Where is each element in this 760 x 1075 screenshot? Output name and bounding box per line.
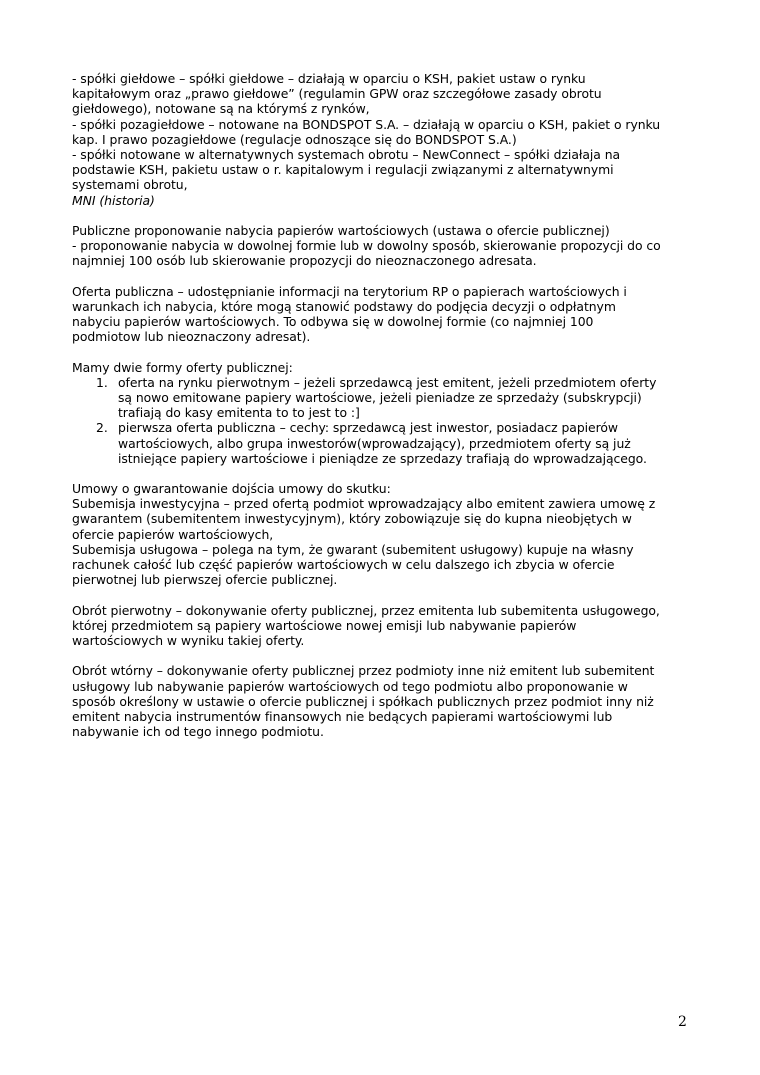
text-line: kap. I prawo pozagiełdowe (regulacje odnoszące się do BONDSPOT S.A.) — [72, 131, 517, 147]
text-line: systemami obrotu, — [72, 177, 188, 193]
text-line: Publiczne proponowanie nabycia papierów wartościowych (ustawa o ofercie publicznej) — [72, 222, 610, 238]
text-line: są nowo emitowane papiery wartościowe, jeżeli pieniadze ze sprzedaży (subskrypcji) — [118, 389, 642, 405]
text-line: - spółki pozagiełdowe – notowane na BONDSPOT S.A. – działają w oparciu o KSH, pakiet o rynku — [72, 116, 661, 132]
text-line: usługowy lub nabywanie papierów wartościowych od tego podmiotu albo proponowanie w — [72, 678, 628, 694]
text-line: giełdowego), notowane są na którymś z rynków, — [72, 101, 370, 117]
text-line: Subemisja inwestycyjna – przed ofertą podmiot wprowadzający albo emitent zawiera umowę z — [72, 496, 656, 512]
text-line: gwarantem (subemitentem inwestycyjnym), który zobowiązuje się do kupna nieobjętych w — [72, 511, 632, 527]
paragraph-underwriting — [72, 481, 692, 587]
text-line: Mamy dwie formy oferty publicznej: — [72, 359, 293, 375]
text-line: warunkach ich nabycia, które mogą stanowić podstawy do podjęcia decyzji o odpłatnym — [72, 298, 616, 314]
text-line: - spółki giełdowe – spółki giełdowe – działają w oparciu o KSH, pakiet ustaw o rynku — [72, 71, 586, 86]
text-line: Subemisja usługowa – polega na tym, że gwarant (subemitent usługowy) kupuje na własny — [72, 541, 634, 557]
spacer — [72, 648, 692, 663]
list-number: 2. — [96, 420, 108, 436]
list-number: 1. — [96, 374, 108, 390]
text-line: ofercie papierów wartościowych, — [72, 526, 274, 542]
spacer — [72, 587, 692, 602]
text-line: trafiają do kasy emitenta to to jest to :] — [118, 405, 360, 421]
text-line: nabyciu papierów wartościowych. To odbywa się w dowolnej formie (co najmniej 100 — [72, 314, 594, 329]
paragraph-offer-forms — [72, 360, 692, 466]
text-line: rachunek całość lub część papierów wartościowych w celu dalszego ich zbycia w ofercie — [72, 557, 615, 572]
text-line: - spółki notowane w alternatywnych systemach obrotu – NewConnect – spółki działaja na — [72, 146, 621, 162]
text-line: istniejące papiery wartościowe i pieniądze ze sprzedazy trafiają do wprowadzającego. — [118, 450, 647, 466]
italic-note: MNI (historia) — [72, 192, 155, 208]
text-line: podmiotow lub nieoznaczony adresat). — [72, 329, 311, 345]
text-line: podstawie KSH, pakietu ustaw o r. kapitalowym i regulacji związanymi z alternatywnymi — [72, 162, 614, 178]
text-line: sposób określony w ustawie o ofercie publicznej i spółkach publicznych przez podmiot inny niż — [72, 693, 654, 709]
numbered-list — [72, 375, 692, 466]
text-line: której przedmiotem są papiery wartościowe nowej emisji lub nabywanie papierów — [72, 617, 577, 633]
text-line: najmniej 100 osób lub skierowanie propozycji do nieoznaczonego adresata. — [72, 253, 537, 269]
paragraph-public-proposal — [72, 223, 692, 269]
page-content — [72, 71, 692, 739]
text-line: emitent nabycia instrumentów finansowych nie bedących papierami wartościowymi lub — [72, 708, 613, 724]
spacer — [72, 208, 692, 223]
text-line: oferta na rynku pierwotnym – jeżeli sprzedawcą jest emitent, jeżeli przedmiotem oferty — [118, 374, 657, 390]
text-line: nabywanie ich od tego innego podmiotu. — [72, 724, 324, 740]
text-line: Obrót pierwotny – dokonywanie oferty publicznej, przez emitenta lub subemitenta usługowego, — [72, 602, 660, 618]
page-number: 2 — [678, 1014, 687, 1030]
text-line: wartościowych, albo grupa inwestorów(wprowadzający), przedmiotem oferty są już — [118, 435, 631, 451]
spacer — [72, 344, 692, 359]
text-line: wartościowych w wyniku takiej oferty. — [72, 632, 305, 648]
paragraph-secondary-trading — [72, 663, 692, 739]
text-line: Umowy o gwarantowanie dojścia umowy do skutku: — [72, 481, 391, 497]
spacer — [72, 268, 692, 283]
text-line: pierwotnej lub pierwszej ofercie publicznej. — [72, 572, 338, 588]
paragraph-primary-trading — [72, 603, 692, 649]
text-line: kapitałowym oraz „prawo giełdowe” (regulamin GPW oraz szczegółowe zasady obrotu — [72, 86, 602, 102]
text-line: Oferta publiczna – udostępnianie informacji na terytorium RP o papierach wartościowych i — [72, 283, 627, 299]
text-line: pierwsza oferta publiczna – cechy: sprzedawcą jest inwestor, posiadacz papierów — [118, 420, 618, 436]
paragraph-public-offer — [72, 284, 692, 345]
text-line: Obrót wtórny – dokonywanie oferty publicznej przez podmioty inne niż emitent lub subemitent — [72, 663, 655, 679]
paragraph-company-types — [72, 71, 692, 208]
spacer — [72, 466, 692, 481]
list-item — [72, 420, 692, 466]
text-line: - proponowanie nabycia w dowolnej formie lub w dowolny sposób, skierowanie propozycji do co — [72, 238, 661, 254]
list-item — [72, 375, 692, 421]
